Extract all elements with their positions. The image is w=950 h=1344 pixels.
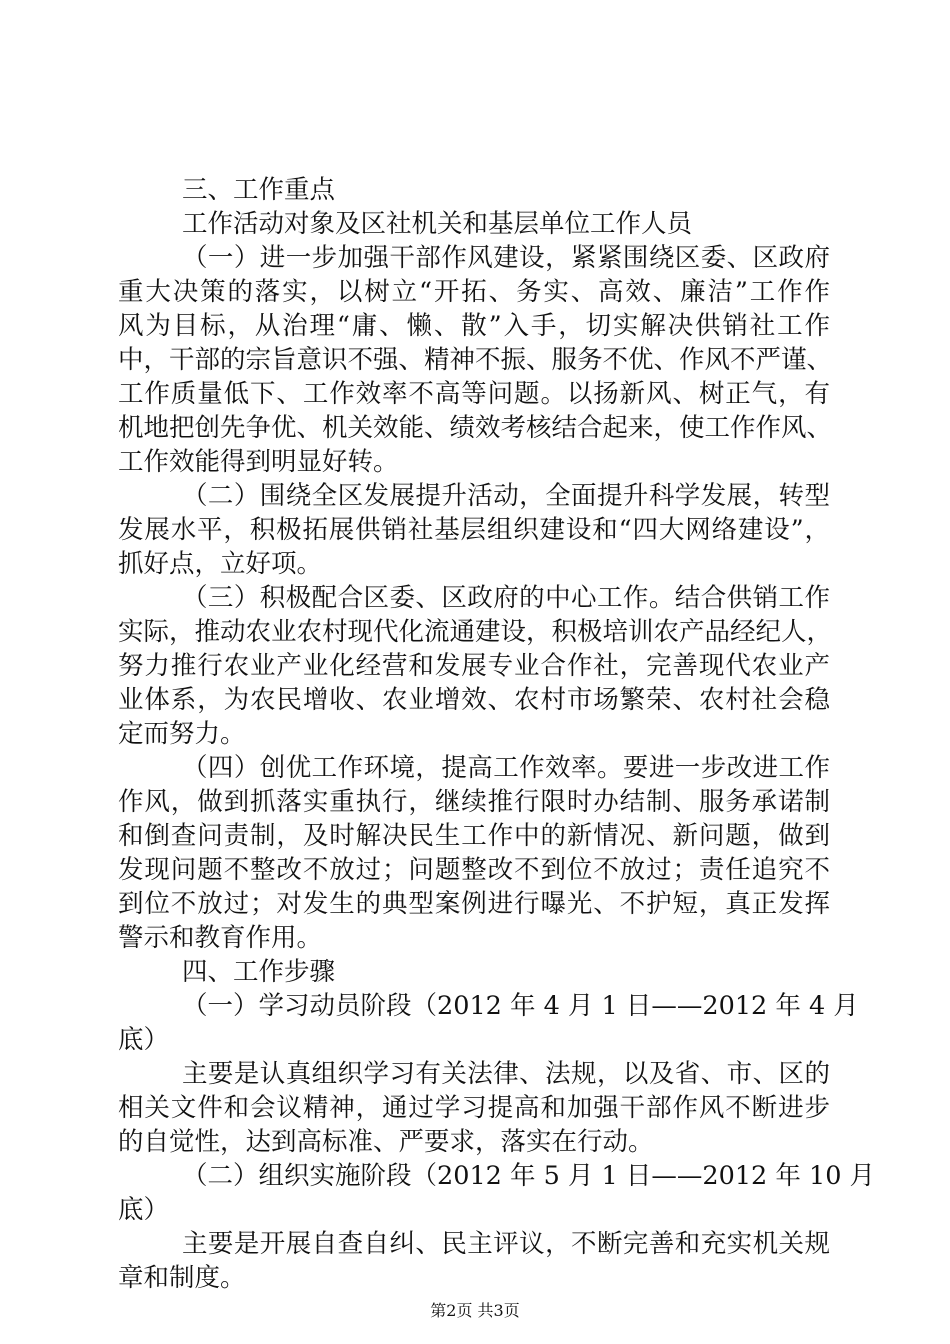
section-3-intro: 工作活动对象及区社机关和基层单位工作人员 <box>182 209 693 239</box>
paragraph-3-line: 实际，推动农业农村现代化流通建设，积极培训农产品经纪人， <box>118 617 833 647</box>
paragraph-1-line: 工作质量低下、工作效率不高等问题。以扬新风、树正气，有 <box>118 379 830 409</box>
paragraph-2-line: 抓好点，立好项。 <box>118 549 323 579</box>
stage-1-body-line: 相关文件和会议精神，通过学习提高和加强干部作风不断进步 <box>118 1093 830 1123</box>
paragraph-1-line: 机地把创先争优、机关效能、绩效考核结合起来，使工作作风、 <box>118 413 833 443</box>
stage-1-body-line: 主要是认真组织学习有关法律、法规，以及省、市、区的 <box>182 1059 830 1089</box>
stage-1-body-line: 的自觉性，达到高标准、严要求，落实在行动。 <box>118 1127 654 1157</box>
stage-2-body-line: 章和制度。 <box>118 1263 246 1293</box>
paragraph-1-line: 中，干部的宗旨意识不强、精神不振、服务不优、作风不严谨、 <box>118 345 833 375</box>
stage-1-heading: 底） <box>118 1025 170 1055</box>
paragraph-4-line: 作风，做到抓落实重执行，继续推行限时办结制、服务承诺制 <box>118 787 830 817</box>
paragraph-3-line: 定而努力。 <box>118 719 246 749</box>
paragraph-4-line: 和倒查问责制，及时解决民生工作中的新情况、新问题，做到 <box>118 821 830 851</box>
paragraph-1-line: 工作效能得到明显好转。 <box>118 447 399 477</box>
paragraph-3-line: 业体系，为农民增收、农业增效、农村市场繁荣、农村社会稳 <box>118 685 830 715</box>
paragraph-1-line: （一）进一步加强干部作风建设，紧紧围绕区委、区政府 <box>182 243 830 273</box>
section-heading-4: 四、工作步骤 <box>182 957 336 987</box>
stage-2-body-line: 主要是开展自查自纠、民主评议，不断完善和充实机关规 <box>182 1229 830 1259</box>
paragraph-4-line: 警示和教育作用。 <box>118 923 323 953</box>
page-number-footer: 第2页 共3页 <box>430 1301 520 1320</box>
paragraph-3-line: 努力推行农业产业化经营和发展专业合作社，完善现代农业产 <box>118 651 830 681</box>
paragraph-1-line: 重大决策的落实，以树立“开拓、务实、高效、廉洁”工作作 <box>118 277 830 307</box>
paragraph-2-line: 发展水平，积极拓展供销社基层组织建设和“四大网络建设”， <box>118 515 830 545</box>
paragraph-2-line: （二）围绕全区发展提升活动，全面提升科学发展，转型 <box>182 481 830 511</box>
stage-2-heading: （二）组织实施阶段（2012 年 5 月 1 日——2012 年 10 月 <box>182 1161 876 1191</box>
section-heading-3: 三、工作重点 <box>182 175 336 205</box>
stage-2-heading: 底） <box>118 1195 170 1225</box>
stage-1-heading: （一）学习动员阶段（2012 年 4 月 1 日——2012 年 4 月 <box>182 991 859 1021</box>
paragraph-3-line: （三）积极配合区委、区政府的中心工作。结合供销工作 <box>182 583 830 613</box>
paragraph-4-line: 到位不放过；对发生的典型案例进行曝光、不护短，真正发挥 <box>118 889 830 919</box>
paragraph-4-line: （四）创优工作环境，提高工作效率。要进一步改进工作 <box>182 753 830 783</box>
paragraph-1-line: 风为目标，从治理“庸、懒、散”入手，切实解决供销社工作 <box>118 311 830 341</box>
paragraph-4-line: 发现问题不整改不放过；问题整改不到位不放过；责任追究不 <box>118 855 830 885</box>
